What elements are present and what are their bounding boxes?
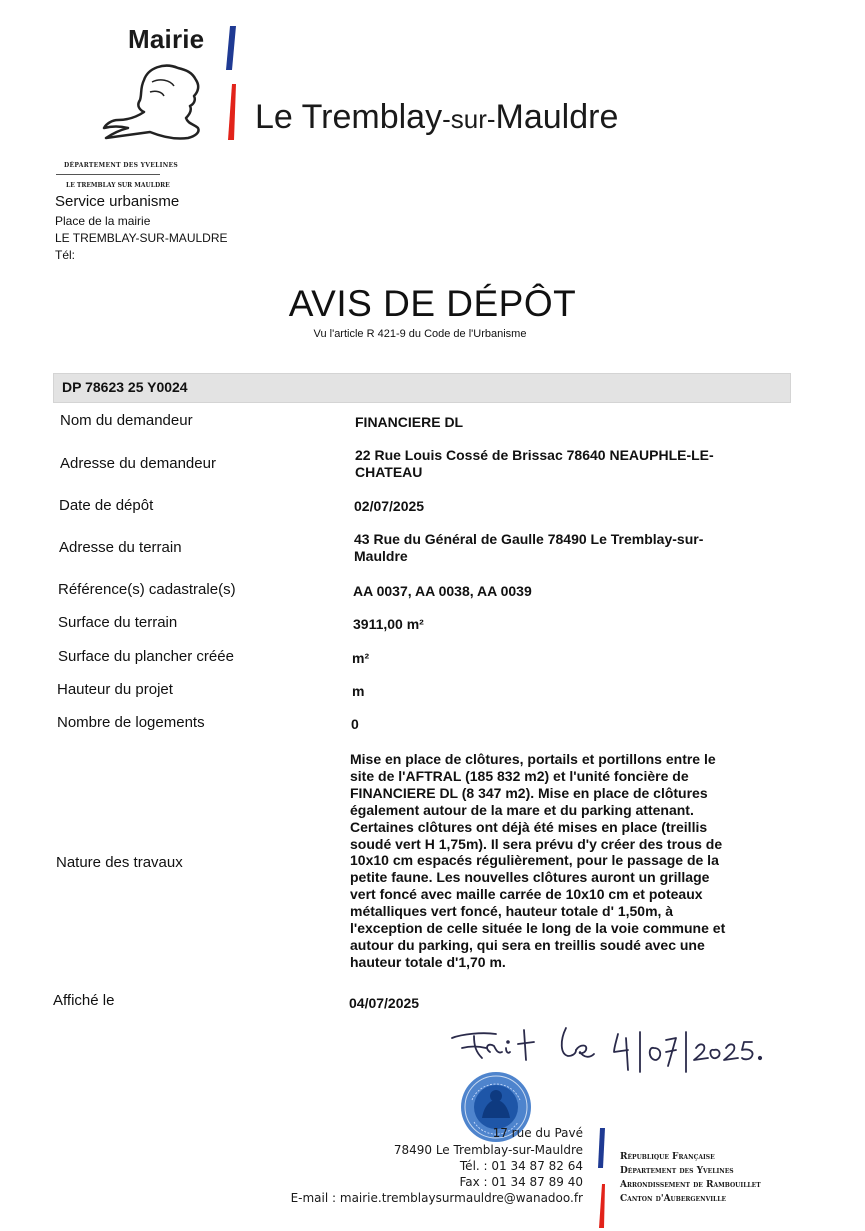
footer-city: 78490 Le Tremblay-sur-Mauldre [393,1143,583,1157]
sender-tel-label: Tél: [55,248,76,262]
commune-line: LE TREMBLAY SUR MAULDRE [66,182,170,189]
nature-line: vert foncé avec maille carrée de 10x10 cm et poteaux [350,886,703,903]
nom-value: FINANCIERE DL [355,414,464,430]
town-name-end: Mauldre [495,98,619,136]
nature-line: soudé vert H 1,75m). Il sera prévu d'y créer des trous de [350,835,723,852]
flag-blue-stripe [226,26,236,70]
footer-republique: République Française [620,1152,715,1162]
adresse-terrain-line2: Mauldre [354,548,408,564]
department-divider [56,174,160,175]
town-name-sur: -sur- [442,104,496,134]
dossier-number: DP 78623 25 Y0024 [62,379,188,395]
ref-cadastrales-label: Référence(s) cadastrale(s) [58,581,236,598]
department-line: DÉPARTEMENT DES YVELINES [64,162,179,169]
nature-text [350,751,770,971]
document-subtitle: Vu l'article R 421-9 du Code de l'Urbanisme [313,328,527,340]
surface-plancher-label: Surface du plancher créée [58,648,234,665]
handwritten-date-signature [448,1018,778,1078]
adresse-demandeur-line1: 22 Rue Louis Cossé de Brissac 78640 NEAUPHLE-LE- [355,447,714,463]
marianne-profile-logo [100,62,210,142]
footer-canton: Canton d'Aubergenville [620,1194,727,1204]
footer-street: 17 rue du Pavé [492,1126,583,1140]
nature-line: FINANCIERE DL (8 347 m2). Mise en place de clôtures [350,784,708,801]
footer-fax: Fax : 01 34 87 89 40 [459,1175,583,1189]
surface-plancher-value: m² [352,650,370,666]
footer-tel: Tél. : 01 34 87 82 64 [459,1159,583,1173]
document-title: AVIS DE DÉPÔT [288,283,577,324]
date-depot-value: 02/07/2025 [354,498,425,514]
adresse-terrain-label: Adresse du terrain [59,539,182,556]
service-name: Service urbanisme [55,193,180,210]
town-name [255,98,618,137]
footer-email: E-mail : mairie.tremblaysurmauldre@wanadoo.fr [290,1191,583,1205]
surface-terrain-label: Surface du terrain [58,614,178,631]
logements-label: Nombre de logements [57,714,205,731]
nature-line: également autour de la mare et du parking attenant. [350,801,694,818]
affiche-value: 04/07/2025 [349,995,420,1011]
sender-address-line2: LE TREMBLAY-SUR-MAULDRE [55,231,228,245]
nature-line: site de l'AFTRAL (185 832 m2) et l'unité foncière de [350,767,689,784]
adresse-demandeur-label: Adresse du demandeur [60,455,216,472]
adresse-terrain-line1: 43 Rue du Général de Gaulle 78490 Le Tremblay-sur- [354,531,704,547]
surface-terrain-value: 3911,00 m² [353,616,424,632]
nom-label: Nom du demandeur [60,412,193,429]
footer-flag-icon [597,1128,605,1228]
affiche-label: Affiché le [53,992,115,1009]
nature-label: Nature des travaux [56,854,183,871]
nature-line: autour du parking, qui sera en treillis soudé avec une [350,936,705,953]
nature-line: métalliques vert foncé, hauteur totale d' 1,50m, à [350,903,674,920]
nature-line: Certaines clôtures ont déjà été mises en place (treillis [350,818,708,835]
footer-departement: Département des Yvelines [620,1166,734,1176]
nature-line: petite faune. Les nouvelles clôtures auront un grillage [350,869,710,886]
hauteur-label: Hauteur du projet [57,681,173,698]
nature-line: l'exception de celle située le long de la voie commune et [350,920,726,937]
nature-line: hauteur totale d'1,70 m. [350,953,506,970]
hauteur-value: m [352,683,365,699]
date-depot-label: Date de dépôt [59,497,154,514]
footer-arrondissement: Arrondissement de Rambouillet [620,1180,761,1190]
nature-line: 10x10 cm espacés régulièrement, pour le passage de la [350,852,719,869]
nature-line: Mise en place de clôtures, portails et portillons entre le [350,751,716,767]
logements-value: 0 [351,716,359,732]
mairie-label: Mairie [128,24,205,54]
adresse-demandeur-line2: CHATEAU [355,464,423,480]
flag-red-stripe [226,84,236,140]
town-name-main: Le Tremblay [255,98,443,136]
ref-cadastrales-value: AA 0037, AA 0038, AA 0039 [353,583,532,599]
sender-address-line1: Place de la mairie [55,214,151,228]
